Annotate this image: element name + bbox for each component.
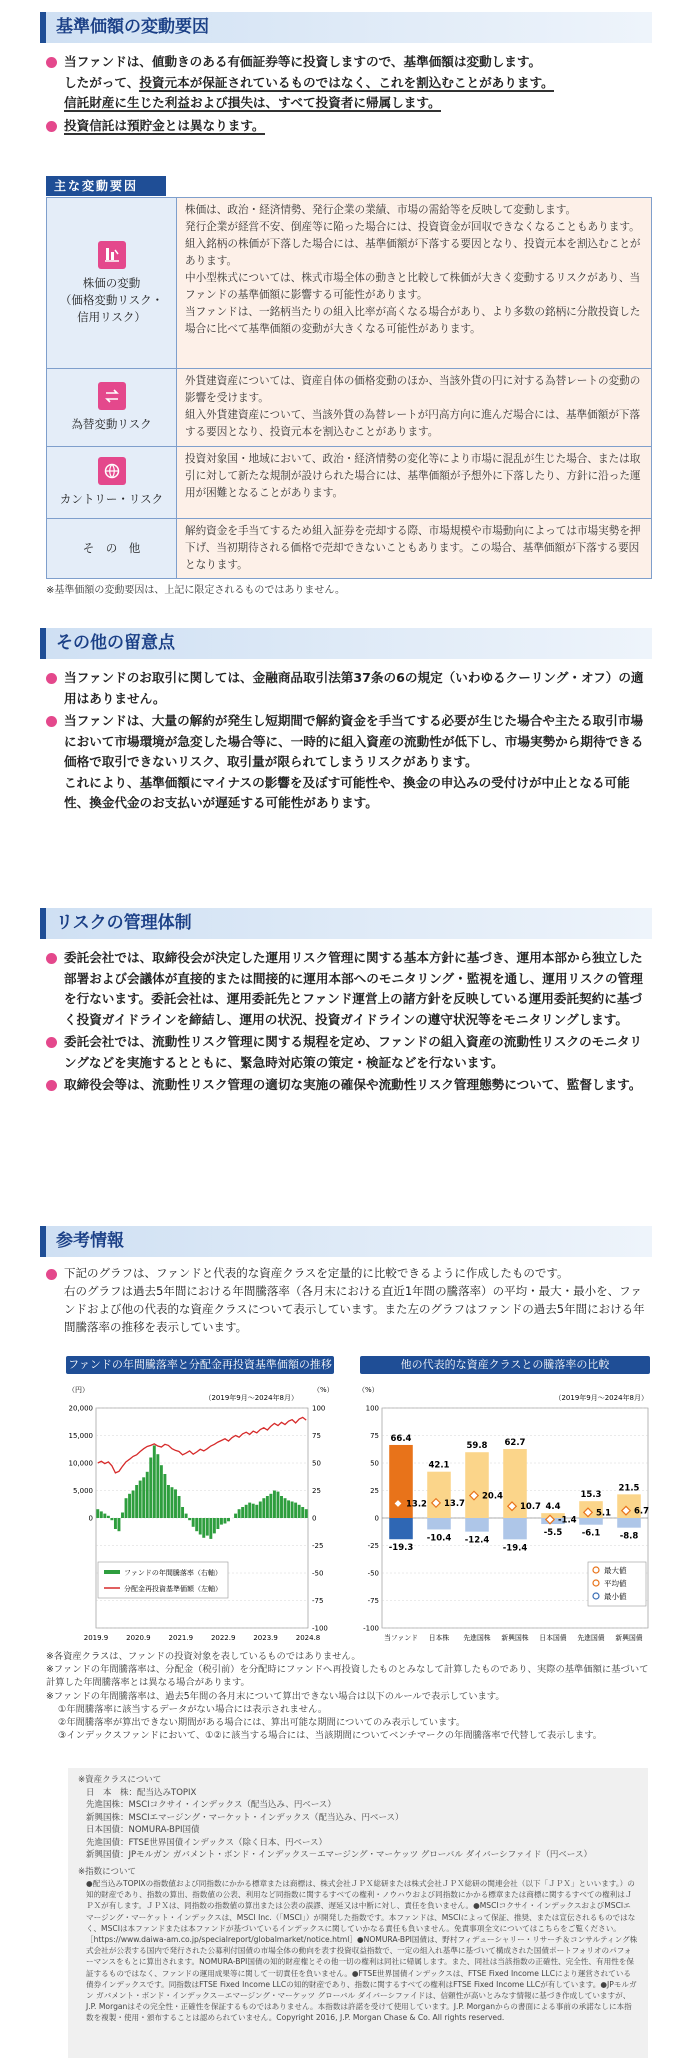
underlined-text: 投資信託は預貯金とは異なります。: [64, 117, 265, 133]
annual-return-bar: [167, 1485, 170, 1518]
y-axis-tick: 75: [370, 1432, 379, 1440]
bullet-text: 下記のグラフは、ファンドと代表的な資産クラスを定量的に比較できるように作成したものです。: [64, 1266, 569, 1280]
right-axis-tick: 100: [312, 1404, 326, 1413]
section-heading-other-notes: その他の留意点: [40, 628, 652, 659]
chart-note: ※ファンドの年間騰落率は、分配金（税引前）を分配時にファンドへ再投資したものとみなして計算したものであり、実際の基準価額に基づいて計算した年間騰落率とは異なる場合があります。: [46, 1664, 649, 1689]
left-chart-period: （2019年9月～2024年8月）: [204, 1394, 298, 1402]
annual-return-bar: [224, 1518, 227, 1524]
underlined-text: 投資元本が保証されているものではなく、これを割込むことがあります。: [139, 74, 554, 90]
section-heading-risk-management: リスクの管理体制: [40, 908, 652, 939]
annual-return-bar: [128, 1494, 131, 1518]
legend-bar-label: ファンドの年間騰落率（右軸）: [124, 1569, 222, 1577]
min-bar: [503, 1518, 527, 1539]
country-globe-icon: [98, 457, 126, 485]
annual-return-bar: [266, 1496, 269, 1518]
bullet-item: [46, 52, 652, 114]
annual-return-bar: [245, 1505, 248, 1518]
risk-label: [47, 369, 177, 446]
annual-return-bar: [284, 1498, 287, 1518]
annual-return-bar: [163, 1474, 166, 1518]
chart-notes: [46, 1650, 652, 1742]
y-axis-tick: 0: [374, 1514, 379, 1523]
avg-value-label: 20.4: [482, 1491, 503, 1502]
fluctuation-bullets: [46, 52, 652, 136]
max-value-label: 21.5: [618, 1483, 640, 1494]
right-y-unit: （%）: [313, 1386, 334, 1394]
annual-return-bar: [206, 1518, 209, 1536]
category-label: 先進国株: [463, 1634, 491, 1642]
category-label: 日本国債: [539, 1634, 567, 1642]
asset-class-list: [78, 1787, 638, 1862]
risk-management-bullets: [46, 948, 652, 1096]
min-value-label: -8.8: [619, 1531, 639, 1542]
annual-return-bar: [220, 1518, 223, 1525]
left-axis-tick: 5,000: [72, 1487, 93, 1495]
avg-value-label: 5.1: [596, 1508, 612, 1519]
legend-line-label: 分配金再投資基準価額（左軸）: [124, 1585, 222, 1593]
min-bar: [465, 1518, 489, 1532]
max-value-label: 4.4: [545, 1502, 561, 1513]
right-axis-tick: 25: [312, 1487, 321, 1495]
right-chart-legend: [588, 1562, 646, 1606]
left-chart: [58, 1378, 348, 1650]
min-value-label: -6.1: [581, 1528, 601, 1539]
risk-label-text: 為替変動リスク: [71, 417, 152, 431]
reference-bullets: [46, 1264, 652, 1336]
legend-marker: [593, 1567, 599, 1573]
min-value-label: -19.3: [388, 1543, 414, 1554]
risk-table: [46, 197, 652, 579]
annual-return-bar: [301, 1507, 304, 1518]
y-axis-tick: -25: [367, 1542, 379, 1550]
annual-return-bar: [178, 1496, 181, 1518]
annual-return-bar: [153, 1445, 156, 1518]
bullet-text: 当ファンドは、大量の解約が発生し短期間で解約資金を手当てする必要が生じた場合や主たる取引市場において市場環境が急変した場合等に、一時的に組入資産の流動性が低下し、市場実勢から期待できる価格で取引できないリスク、取引量が限られてしまうリスクがあります。: [64, 713, 644, 769]
left-chart-header: ファンドの年間騰落率と分配金再投資基準価額の推移: [66, 1356, 334, 1374]
bullet-text: 当ファンドは、値動きのある有価証券等に投資しますので、基準価額は変動します。: [64, 54, 542, 69]
x-axis-tick: 2019.9: [83, 1634, 109, 1642]
section-heading-fluctuation: 基準価額の変動要因: [40, 12, 652, 43]
left-axis-tick: 15,000: [68, 1432, 93, 1440]
annual-return-bar: [248, 1503, 251, 1518]
right-axis-tick: -75: [312, 1597, 324, 1605]
bullet-text: 右のグラフは過去5年間における年間騰落率（各月末における直近1年間の騰落率）の平均・最大・最小を、ファンドおよび他の代表的な資産クラスについて表示しています。また左のグラフはファンドの過去5年間における年間騰落率の推移を表示しています。: [64, 1284, 645, 1334]
left-axis-tick: 0: [88, 1514, 93, 1523]
annual-return-bar: [216, 1518, 219, 1529]
annual-return-bar: [118, 1518, 121, 1531]
risk-label-text: 信用リスク）: [77, 309, 146, 324]
legend-label: 最小値: [604, 1592, 627, 1601]
risk-label-text: 株価の変動: [82, 275, 141, 290]
annual-return-bar: [252, 1504, 255, 1518]
annual-return-bar: [277, 1492, 280, 1518]
annual-return-bar: [181, 1507, 184, 1518]
right-axis-tick: 0: [312, 1514, 317, 1523]
annual-return-bar: [135, 1485, 138, 1518]
fluctuation-note: ※基準価額の変動要因は、上記に限定されるものではありません。: [46, 585, 345, 596]
annual-return-bar: [259, 1502, 262, 1519]
right-chart: [352, 1378, 652, 1650]
annual-return-bar: [238, 1509, 241, 1518]
annual-return-bar: [255, 1505, 258, 1518]
annual-return-bar: [103, 1514, 106, 1518]
legend-label: 最大値: [604, 1566, 627, 1575]
right-axis-tick: -100: [312, 1624, 328, 1633]
bullet-item: [46, 1264, 652, 1336]
underlined-text: 信託財産に生じた利益および損失は、すべて投資者に帰属します。: [64, 95, 441, 110]
section-heading-reference: 参考情報: [40, 1226, 652, 1257]
asset-class-line: 日本国債：NOMURA-BPI国債: [86, 1825, 200, 1835]
x-axis-tick: 2023.9: [253, 1634, 278, 1642]
annual-return-bar: [192, 1518, 195, 1527]
annual-return-bar: [213, 1518, 216, 1533]
max-value-label: 66.4: [390, 1433, 412, 1444]
legend-label: 平均値: [604, 1579, 627, 1588]
min-bar: [579, 1518, 603, 1525]
bullet-item: [46, 668, 652, 709]
asset-class-line: 先進国株：MSCIコクサイ・インデックス（配当込み、円ベース）: [86, 1800, 336, 1810]
asset-class-line: 日 本 株：配当込みTOPIX: [86, 1787, 197, 1798]
right-axis-tick: -25: [312, 1542, 324, 1550]
min-value-label: -10.4: [426, 1533, 452, 1544]
bullet-text: 委託会社では、流動性リスク管理に関する規程を定め、ファンドの組入資産の流動性リスクのモニタリングなどを実施するとともに、緊急時対応策の策定・検証などを行ないます。: [64, 1034, 643, 1070]
category-label: 当ファンド: [384, 1634, 418, 1642]
annual-return-bar: [287, 1500, 290, 1518]
max-bar: [465, 1452, 489, 1518]
right-axis-tick: -50: [312, 1569, 324, 1578]
annual-return-bar: [100, 1511, 103, 1518]
bullet-text: したがって、: [64, 74, 140, 90]
annual-return-bar: [294, 1503, 297, 1518]
nav-line: [98, 1417, 306, 1473]
asset-class-heading: ※資産クラスについて: [78, 1775, 162, 1785]
chart-note: ③インデックスファンドにおいて、①②に該当する場合には、当該期間についてベンチマークの年間騰落率で代替して表示します。: [58, 1730, 603, 1742]
annual-return-bar: [298, 1505, 301, 1518]
annual-return-bar: [291, 1502, 294, 1519]
max-value-label: 42.1: [428, 1460, 450, 1471]
risk-row-other: [47, 518, 651, 578]
currency-exchange-icon: [98, 382, 126, 410]
annual-return-bar: [114, 1518, 117, 1529]
annual-return-bar: [280, 1496, 283, 1518]
max-value-label: 62.7: [504, 1438, 526, 1449]
right-axis-tick: 50: [312, 1459, 321, 1468]
annual-return-bar: [174, 1489, 177, 1518]
annual-return-bar: [171, 1487, 174, 1518]
bullet-item: [46, 711, 652, 814]
risk-label-text: （価格変動リスク・: [59, 292, 164, 307]
y-axis-tick: -75: [367, 1597, 379, 1605]
risk-description: 投資対象国・地域において、政治・経済情勢の変化等により市場に混乱が生じた場合、または取引に対して新たな規制が設けられた場合には、基準価額が予想外に下落したり、方針に沿った運用が困難となることがあります。: [177, 447, 651, 518]
annual-return-bar: [96, 1509, 99, 1518]
risk-label: [47, 519, 177, 578]
annual-return-bar: [139, 1481, 142, 1518]
y-axis-tick: -100: [363, 1624, 379, 1633]
category-label: 先進国債: [577, 1634, 605, 1642]
right-chart-period: （2019年9月～2024年8月）: [554, 1394, 648, 1402]
annual-return-bar: [241, 1507, 244, 1518]
index-heading: ※指数について: [78, 1866, 136, 1877]
category-label: 新興国債: [615, 1634, 643, 1642]
annual-return-bar: [269, 1494, 272, 1518]
x-axis-tick: 2022.9: [210, 1634, 236, 1642]
risk-row-stock: [47, 198, 651, 368]
right-axis-tick: 75: [312, 1432, 321, 1440]
risk-description: 株価は、政治・経済情勢、発行企業の業績、市場の需給等を反映して変動します。 発行企業が経営不安、倒産等に陥った場合には、投資資金が回収できなくなることもあります。 組入銘柄の株価が下落した場合には、基準価額が下落する要因となり、投資元本を割込むことがあります。 中小型株式については、株式市場全体の動きと比較して株価が大きく変動するリスクがあり、当ファンドの基準価額に影響する可能性があります。 当ファンドは、一銘柄当たりの組入比率が高くなる場合があり、より多数の銘柄に分散投資した場合に比べて基準価額の変動が大きくなる可能性があります。: [177, 198, 651, 368]
annual-return-bar: [160, 1465, 163, 1518]
risk-label-text: そ の 他: [82, 541, 141, 555]
y-axis-tick: -50: [367, 1569, 379, 1578]
index-disclaimer-box: [68, 1768, 648, 2058]
left-axis-tick: 20,000: [68, 1404, 93, 1413]
category-label: 新興国株: [501, 1634, 529, 1642]
bullet-item: [46, 1075, 652, 1096]
annual-return-bar: [188, 1518, 191, 1520]
min-bar: [617, 1518, 641, 1528]
min-value-label: -19.4: [502, 1543, 528, 1554]
avg-value-label: 13.7: [444, 1498, 465, 1509]
avg-value-label: 13.2: [406, 1499, 427, 1510]
annual-return-bar: [195, 1518, 198, 1531]
left-y-unit: （円）: [68, 1386, 89, 1394]
max-value-label: 59.8: [466, 1441, 488, 1452]
annual-return-bar: [110, 1518, 113, 1520]
legend-marker: [593, 1580, 599, 1586]
risk-description: 解約資金を手当てするため組入証券を売却する際、市場規模や市場動向によっては市場実勢を押下げ、当初期待される価格で売却できないこともあります。この場合、基準価額が下落する要因となります。: [177, 519, 651, 578]
asset-class-line: 新興国債：JPモルガン ガバメント・ボンド・インデックス－エマージング・マーケッツ グローバル ダイバーシファイド（円ベース）: [86, 1850, 592, 1860]
bullet-text: 当ファンドのお取引に関しては、金融商品取引法第37条の6の規定（いわゆるクーリング・オフ）の適用はありません。: [64, 670, 644, 706]
x-axis-tick: 2021.9: [168, 1634, 194, 1642]
annual-return-bar: [121, 1513, 124, 1519]
avg-value-label: 6.7: [634, 1506, 650, 1517]
legend-marker: [593, 1593, 599, 1599]
y-axis-tick: 50: [370, 1459, 379, 1468]
min-value-label: -5.5: [543, 1528, 563, 1539]
min-bar: [389, 1518, 413, 1539]
category-label: 日本株: [428, 1634, 450, 1642]
annual-return-bar: [227, 1518, 230, 1521]
avg-value-label: 10.7: [520, 1502, 541, 1513]
min-bar: [427, 1518, 451, 1529]
max-bar: [427, 1472, 451, 1518]
risk-label: [47, 198, 177, 368]
annual-return-bar: [132, 1491, 135, 1519]
annual-return-bar: [125, 1498, 128, 1518]
x-axis-tick: 2020.9: [126, 1634, 151, 1642]
chart-note: ※各資産クラスは、ファンドの投資対象を表しているものではありません。: [46, 1651, 361, 1662]
bullet-text: 取締役会等は、流動性リスク管理の適切な実施の確保や流動性リスク管理態勢について、監督します。: [64, 1077, 642, 1092]
chart-note: ※ファンドの年間騰落率は、過去5年間の各月末について算出できない場合は以下のルールで表示しています。: [46, 1690, 505, 1702]
annual-return-bar: [262, 1498, 265, 1518]
annual-return-bar: [156, 1454, 159, 1518]
min-value-label: -12.4: [464, 1535, 490, 1546]
annual-return-bar: [199, 1518, 202, 1535]
right-chart-header: 他の代表的な資産クラスとの騰落率の比較: [360, 1356, 650, 1374]
right-chart-y-unit: （%）: [358, 1386, 379, 1394]
y-axis-tick: 25: [370, 1487, 379, 1495]
bullet-item: [46, 116, 652, 137]
y-axis-tick: 100: [365, 1404, 379, 1413]
annual-return-bar: [185, 1514, 188, 1518]
annual-return-bar: [146, 1472, 149, 1518]
avg-value-label: -1.4: [558, 1515, 577, 1526]
annual-return-bar: [107, 1516, 110, 1518]
annual-return-bar: [149, 1458, 152, 1519]
index-disclaimer-text: ●配当込みTOPIXの指数値および同指数にかかる標章または商標は、株式会社ＪＰＸ総研または株式会社ＪＰＸ総研の関連会社（以下「ＪＰＸ」といいます。）の知的財産であり、指数の算出、指数値の公表、利用など同指数に関するすべての権利・ノウハウおよび同指数にかかる標章または商標に関するすべての権利はＪＰＸが有します。ＪＰＸは、同指数の指数値の算出または公表の誤謬、遅延又は中断に対し、責任を負いません。●MSCIコクサイ・インデックスおよびMSCIエマージング・マーケット・インデックスは、MSCI Inc.（「MSCI」）が開発した指数です。本ファンドは、MSCIによって保証、推奨、または宣伝されるものではなく、MSCIは本ファンドまたは本ファンドが基づいているインデックスに関していかなる責任も負いません。免責事項全文についてはこちらをご覧ください。［https://www.daiwa-am.co.jp/specialreport/globalmarket/notice.html］●NOMURA-BPI国債は、野村フィデューシャリー・リサーチ＆コンサルティング株式会社が公表する国内で発行された公募利付国債の市場全体の動向を表す投資収益指数で、一定の組入れ基準に基づいて構成された国債ポートフォリオのパフォーマンスをもとに算出されます。NOMURA-BPI国債の知的財産権とその他一切の権利は同社に帰属します。また、同社は当該指数の正確性、完全性、有用性を保証するものではなく、ファンドの運用成果等に関して一切責任を負いません。●FTSE世界国債インデックスは、FTSE Fixed Income LLCにより運営されている債券インデックスです。同指数はFTSE Fixed Income LLCの知的財産であり、指数に関するすべての権利はFTSE Fixed Income LLCが有しています。●JPモルガン ガバメント・ボンド・インデックス－エマージング・マーケッツ グローバル ダイバーシファイドは、信頼性が高いとみなす情報に基づき作成していますが、J.P. Morganはその完全性・正確性を保証するものではありません。本指数は許諾を受けて使用しています。J.P. Morganからの書面による事前の承諾なしに本指数を複製・使用・頒布することは認められていません。Copyright 2016, J.P. Morgan Chase & Co. All rights reserved.: [86, 1879, 638, 2023]
asset-class-line: 新興国株：MSCIエマージング・マーケット・インデックス（配当込み、円ベース）: [86, 1812, 404, 1823]
other-notes-bullets: [46, 668, 652, 814]
chart-note: ②年間騰落率が算出できない期間がある場合には、算出可能な期間についてのみ表示しています。: [58, 1717, 466, 1729]
annual-return-bar: [209, 1518, 212, 1539]
max-value-label: 15.3: [580, 1490, 602, 1501]
stock-price-icon: [98, 241, 126, 269]
bullet-item: [46, 948, 652, 1030]
annual-return-bar: [234, 1514, 237, 1518]
risk-row-currency: [47, 368, 651, 446]
bullet-text: 委託会社では、取締役会が決定した運用リスク管理に関する基本方針に基づき、運用本部から独立した部署および会議体が直接的または間接的に運用本部へのモニタリング・監視を通し、運用リスクの管理を行ないます。委託会社は、運用委託先とファンド運営上の諸方針を反映している運用委託契約に基づく投資ガイドラインを締結し、運用の状況、投資ガイドラインの遵守状況等をモニタリングします。: [64, 950, 643, 1027]
asset-class-line: 先進国債：FTSE世界国債インデックス（除く日本、円ベース）: [86, 1837, 328, 1848]
bullet-text: これにより、基準価額にマイナスの影響を及ぼす可能性や、換金の申込みの受付けが中止となる可能性、換金代金のお支払いが遅延する可能性があります。: [64, 774, 630, 810]
annual-return-bar: [202, 1518, 205, 1538]
risk-label: [47, 447, 177, 518]
risk-label-text: カントリー・リスク: [59, 492, 164, 506]
annual-return-bar: [273, 1491, 276, 1519]
risk-description: 外貨建資産については、資産自体の価格変動のほか、当該外貨の円に対する為替レートの変動の影響を受けます。 組入外貨建資産について、当該外貨の為替レートが円高方向に進んだ場合には、基準価額が下落する要因となり、投資元本を割込むことがあります。: [177, 369, 651, 446]
annual-return-bar: [305, 1509, 308, 1518]
x-axis-tick: 2024.8: [295, 1634, 321, 1642]
risk-table-header: 主な変動要因: [46, 176, 166, 196]
risk-row-country: [47, 446, 651, 518]
left-axis-tick: 10,000: [68, 1459, 93, 1468]
chart-note: ①年間騰落率に該当するデータがない場合には表示されません。: [58, 1703, 328, 1715]
bullet-item: [46, 1032, 652, 1073]
annual-return-bar: [142, 1477, 145, 1518]
